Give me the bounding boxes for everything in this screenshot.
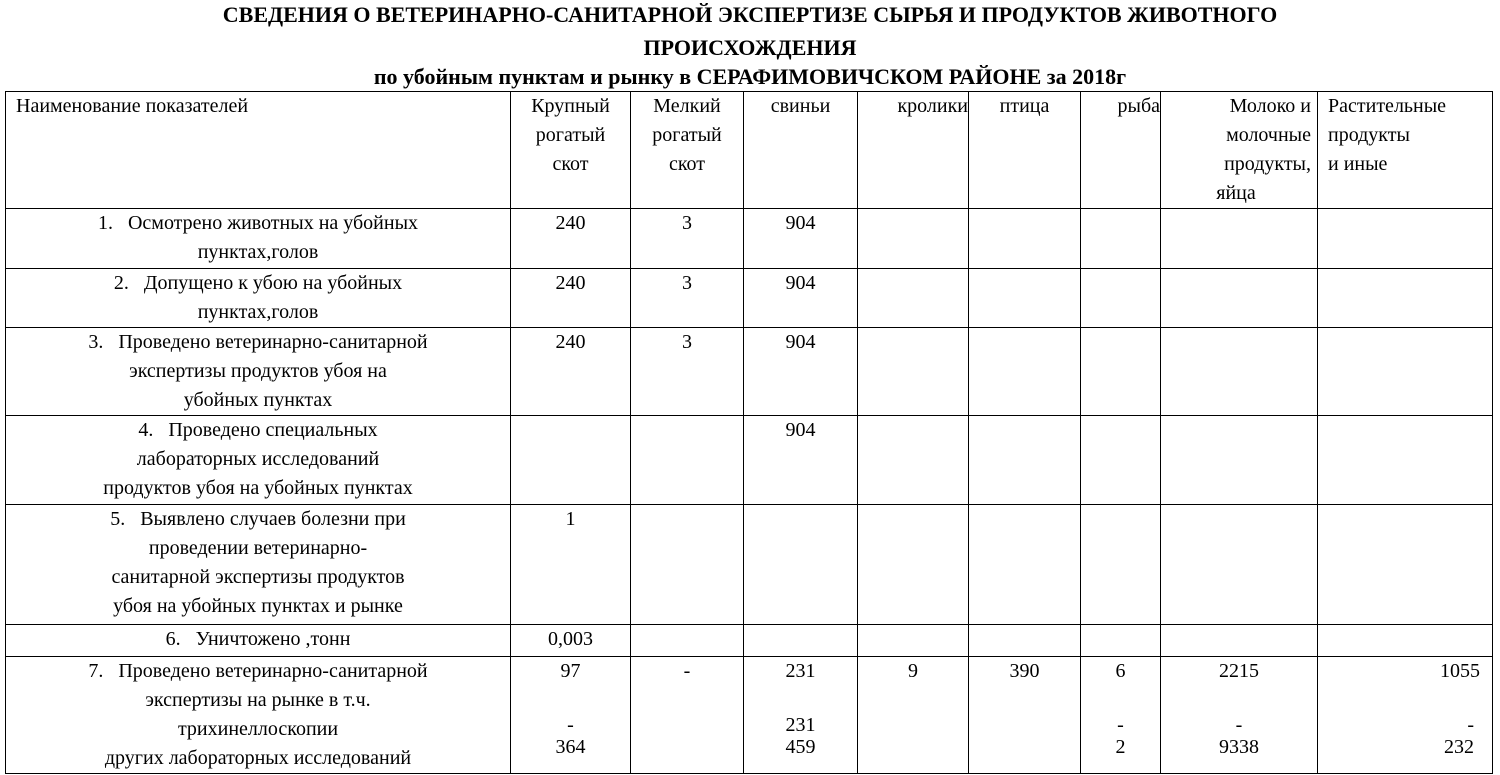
header-poultry: птица xyxy=(969,92,1081,209)
cell-small-cattle: - xyxy=(631,657,744,774)
row-label: 5. Выявлено случаев болезни при проведении ветеринарно- санитарной экспертизы продуктов убоя на убойных пунктах и рынке xyxy=(6,505,511,625)
cell-pigs xyxy=(744,625,858,657)
cell-milk: 2215 - 9338 xyxy=(1161,657,1318,774)
table-row xyxy=(6,625,1493,657)
cell-small-cattle: 3 xyxy=(631,209,744,269)
header-milk: Молоко и молочные продукты, яйца xyxy=(1161,92,1318,209)
header-row xyxy=(6,92,1493,209)
cell-pigs xyxy=(744,505,858,625)
row-label: 2. Допущено к убою на убойных пунктах,голов xyxy=(6,269,511,328)
header-plants: Растительные продукты и иные xyxy=(1318,92,1493,209)
cell-cattle: 240 xyxy=(511,269,631,328)
cell-cattle xyxy=(511,416,631,505)
cell-poultry: 390 xyxy=(969,657,1081,774)
header-pigs: свиньи xyxy=(744,92,858,209)
row-label: 7. Проведено ветеринарно-санитарной экспертизы на рынке в т.ч. трихинеллоскопии других лабораторных исследований xyxy=(6,657,511,774)
document-title-line-2: ПРОИСХОЖДЕНИЯ xyxy=(643,35,857,60)
document-subtitle: по убойным пунктам и рынку в СЕРАФИМОВИЧСКОМ РАЙОНЕ за 2018г xyxy=(373,64,1127,89)
table-row xyxy=(6,209,1493,269)
table-row xyxy=(6,416,1493,505)
cell-pigs: 904 xyxy=(744,209,858,269)
cell-fish: 6 - 2 xyxy=(1081,657,1161,774)
cell-small-cattle xyxy=(631,416,744,505)
row-label: 6. Уничтожено ,тонн xyxy=(6,625,511,657)
cell-plants: 1055 - 232 xyxy=(1318,657,1493,774)
cell-cattle: 240 xyxy=(511,328,631,416)
cell-small-cattle xyxy=(631,625,744,657)
cell-pigs: 904 xyxy=(744,269,858,328)
cell-small-cattle: 3 xyxy=(631,328,744,416)
cell-small-cattle: 3 xyxy=(631,269,744,328)
cell-pigs: 904 xyxy=(744,416,858,505)
cell-cattle: 0,003 xyxy=(511,625,631,657)
row-label: 1. Осмотрено животных на убойных пунктах,голов xyxy=(6,209,511,269)
cell-pigs: 231 231 459 xyxy=(744,657,858,774)
table-row xyxy=(6,657,1493,774)
document-title-line-1: СВЕДЕНИЯ О ВЕТЕРИНАРНО-САНИТАРНОЙ ЭКСПЕРТИЗЕ СЫРЬЯ И ПРОДУКТОВ ЖИВОТНОГО xyxy=(222,2,1278,27)
row-label: 3. Проведено ветеринарно-санитарной экспертизы продуктов убоя на убойных пунктах xyxy=(6,328,511,416)
cell-small-cattle xyxy=(631,505,744,625)
table-row xyxy=(6,505,1493,625)
row-label: 4. Проведено специальных лабораторных исследований продуктов убоя на убойных пунктах xyxy=(6,416,511,505)
header-rabbits: кролики xyxy=(858,92,969,209)
table-row xyxy=(6,328,1493,416)
header-small-cattle: Мелкий рогатый скот xyxy=(631,92,744,209)
cell-cattle: 1 xyxy=(511,505,631,625)
cell-pigs: 904 xyxy=(744,328,858,416)
cell-cattle: 240 xyxy=(511,209,631,269)
header-fish: рыба xyxy=(1081,92,1161,209)
table-row xyxy=(6,269,1493,328)
header-cattle: Крупный рогатый скот xyxy=(511,92,631,209)
header-indicator: Наименование показателей xyxy=(6,92,511,209)
expertise-table xyxy=(5,91,1493,774)
cell-rabbits: 9 xyxy=(858,657,969,774)
cell-cattle: 97 - 364 xyxy=(511,657,631,774)
